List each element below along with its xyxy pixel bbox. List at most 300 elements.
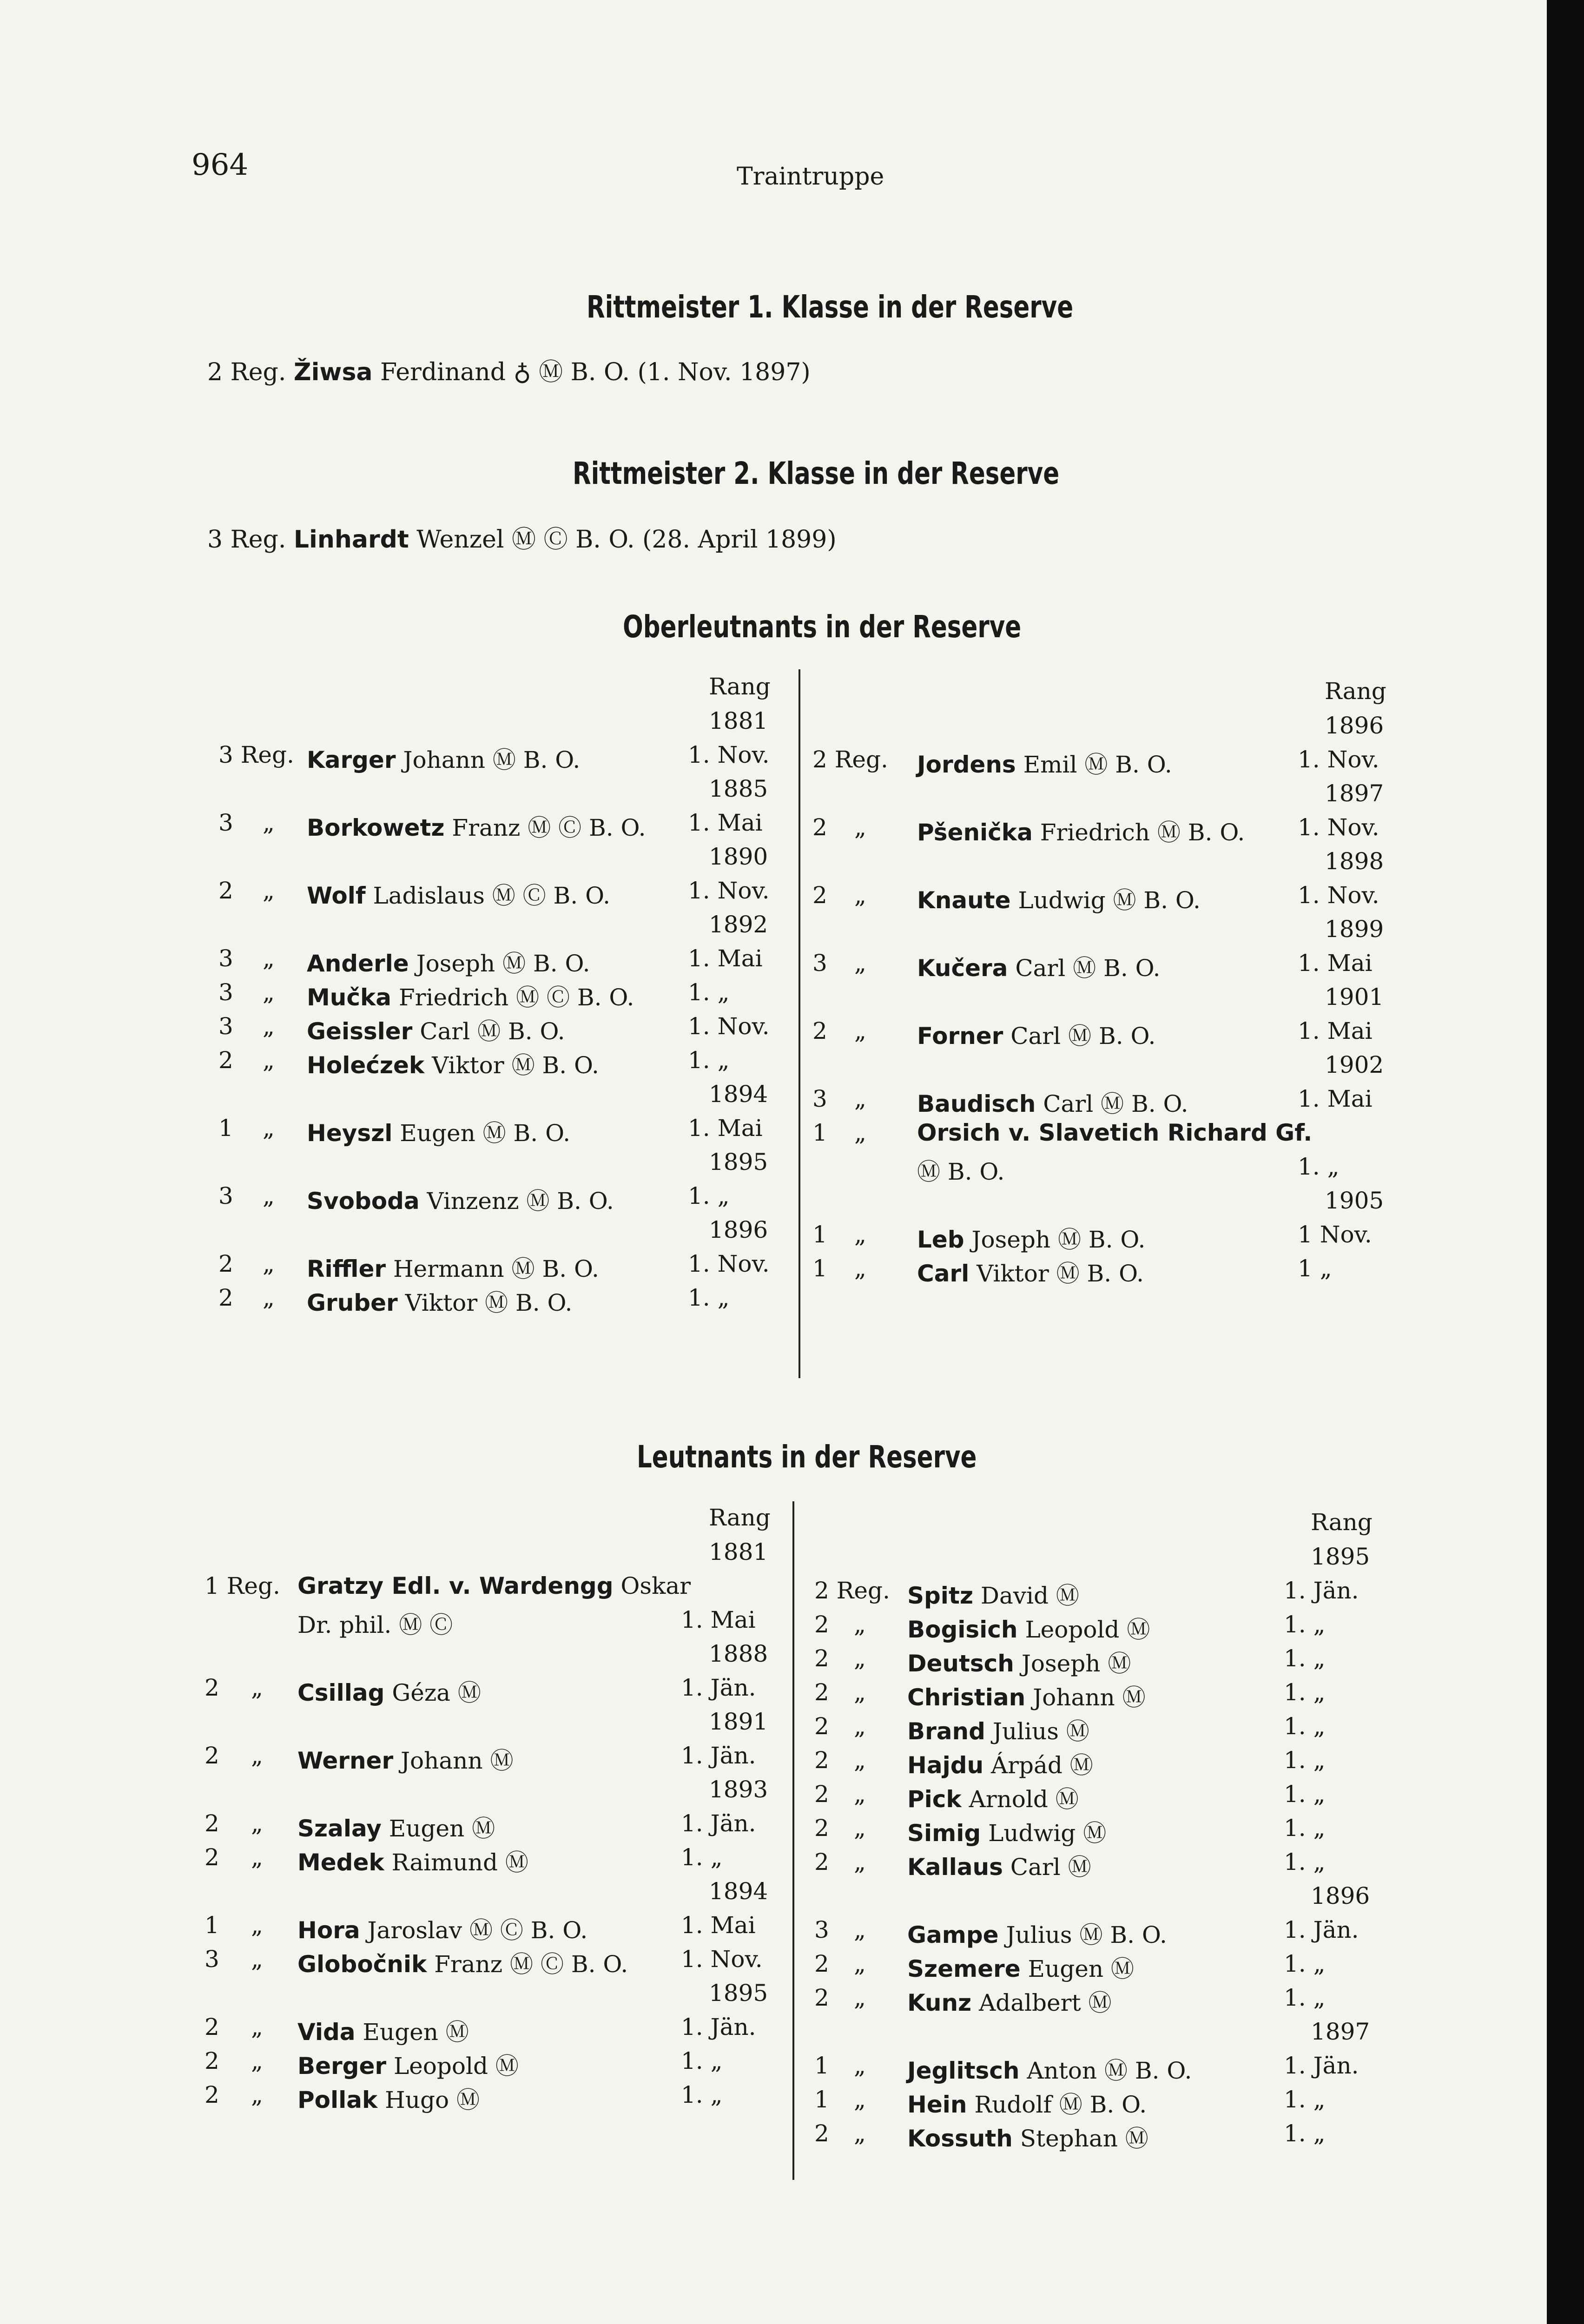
regiment: 2 — [205, 1844, 219, 1871]
entry-details: Leopold Ⓜ — [1025, 1616, 1150, 1643]
entry-text — [907, 1713, 1089, 1746]
ditto-mark: „ — [251, 1946, 263, 1973]
surname: Linhardt — [293, 526, 409, 554]
rank-year: 1891 — [709, 1708, 768, 1735]
ditto-mark: „ — [854, 1781, 866, 1808]
entry-details: Friedrich Ⓜ Ⓒ B. O. — [398, 984, 634, 1011]
rank-year: 1896 — [1311, 1882, 1370, 1909]
entry-details: Eugen Ⓜ B. O. — [400, 1120, 571, 1147]
regiment: 2 — [218, 1047, 233, 1074]
list-item — [814, 2086, 1405, 2116]
list-item — [812, 882, 1419, 914]
regiment: 3 — [218, 809, 233, 836]
regiment: 2 — [205, 1742, 219, 1769]
rank-date: 1. „ — [688, 1284, 730, 1311]
regiment: 2 — [814, 1747, 829, 1774]
ditto-mark: „ — [263, 1284, 275, 1311]
ditto-mark: „ — [854, 1815, 866, 1842]
regiment: 2 — [814, 1611, 829, 1638]
regiment: 2 — [218, 1250, 233, 1277]
ditto-mark: „ — [263, 1115, 275, 1142]
entry-details: Ladislaus Ⓜ Ⓒ B. O. — [373, 882, 611, 909]
regiment: 1 — [812, 1119, 827, 1146]
rank-year: 1892 — [709, 911, 768, 938]
list-item — [205, 1810, 802, 1840]
ditto-mark: „ — [854, 2086, 866, 2113]
list-item — [218, 979, 809, 1009]
regiment: 3 — [812, 1085, 827, 1112]
regiment: 2 Reg. — [814, 1577, 890, 1604]
rittmeister-1-entry — [207, 352, 811, 387]
surname: Karger — [307, 746, 396, 773]
rank-date: 1. „ — [1284, 1984, 1326, 2011]
entry-text — [917, 1085, 1188, 1119]
rank-date: 1. Mai — [1298, 1085, 1373, 1112]
entry-text — [907, 1916, 1167, 1950]
entry-details: Leopold Ⓜ — [393, 2053, 519, 2080]
surname: Mučka — [307, 984, 391, 1011]
ditto-mark: „ — [854, 1611, 866, 1638]
list-item — [812, 1017, 1419, 1050]
entry-details: Géza Ⓜ — [392, 1679, 481, 1706]
entry-text — [297, 1844, 528, 1877]
section-heading-leutnants: Leutnants in der Reserve — [637, 1439, 977, 1475]
list-item — [814, 1984, 1405, 2014]
regiment: 2 — [205, 2047, 219, 2074]
rank-year: 1895 — [709, 1980, 768, 2007]
surname: Baudisch — [917, 1090, 1036, 1117]
list-item — [218, 1047, 809, 1079]
list-item — [205, 1912, 802, 1944]
entry-text — [917, 814, 1245, 847]
surname: Christian — [907, 1684, 1026, 1711]
entry-text — [307, 1284, 572, 1318]
entry-text — [917, 950, 1161, 983]
ditto-mark: „ — [263, 1182, 275, 1209]
surname: Spitz — [907, 1582, 973, 1609]
entry-text — [907, 1645, 1131, 1678]
entry-details: Oskar — [620, 1572, 691, 1599]
regiment: 2 — [814, 1984, 829, 2011]
rank-date: 1. „ — [688, 1182, 730, 1209]
surname: Szalay — [297, 1815, 382, 1842]
entry-text — [917, 746, 1172, 779]
surname: Jeglitsch — [907, 2057, 1020, 2084]
entry-text — [307, 1013, 565, 1046]
list-item — [814, 1611, 1405, 1641]
surname: Gruber — [307, 1289, 398, 1316]
page-number: 964 — [191, 148, 249, 182]
entry-text — [307, 877, 610, 911]
rank-date: 1. Jän. — [1284, 1916, 1359, 1943]
regiment: 1 — [814, 2052, 829, 2079]
ditto-mark: „ — [251, 1674, 263, 1701]
rank-date: 1. „ — [681, 2081, 723, 2108]
surname: Kossuth — [907, 2125, 1013, 2152]
list-item — [205, 2081, 802, 2111]
regiment: 1 Reg. — [205, 1572, 280, 1599]
rank-year: 1897 — [1311, 2018, 1370, 2045]
list-item — [814, 1645, 1405, 1675]
list-item — [205, 1572, 802, 1602]
rank-date: 1. Jän. — [681, 2014, 756, 2040]
list-item — [812, 950, 1419, 982]
rank-date: 1. Nov. — [681, 1946, 763, 1973]
regiment: 3 — [205, 1946, 219, 1973]
entry-details: Eugen Ⓜ — [363, 2019, 469, 2046]
rank-date: 1. Mai — [681, 1606, 756, 1633]
entry-details: Ludwig Ⓜ — [988, 1820, 1107, 1847]
regiment: 3 — [218, 979, 233, 1006]
rank-year: 1894 — [709, 1878, 768, 1905]
surname: Svoboda — [307, 1188, 420, 1215]
entry-details: Arnold Ⓜ — [969, 1786, 1079, 1813]
ditto-mark: „ — [263, 979, 275, 1006]
ditto-mark: „ — [263, 877, 275, 904]
regiment: 2 — [814, 1950, 829, 1977]
regiment: 3 Reg. — [207, 526, 286, 554]
entry-details: Joseph Ⓜ — [1021, 1650, 1131, 1677]
entry-text — [307, 945, 590, 978]
ditto-mark: „ — [263, 1250, 275, 1277]
entry-text — [907, 1849, 1091, 1882]
rank-date: 1. Nov. — [688, 877, 770, 904]
surname: Kučera — [917, 955, 1008, 982]
regiment: 3 Reg. — [218, 741, 294, 768]
list-item — [814, 1950, 1405, 1980]
ditto-mark: „ — [251, 1810, 263, 1837]
ditto-mark: „ — [854, 1950, 866, 1977]
entry-details: Árpád Ⓜ — [991, 1752, 1093, 1779]
list-item — [814, 1713, 1405, 1743]
list-item — [814, 1849, 1405, 1881]
surname: Csillag — [297, 1679, 385, 1706]
ditto-mark: „ — [263, 945, 275, 972]
entry-text — [297, 2081, 480, 2115]
rank-year: 1895 — [709, 1149, 768, 1175]
surname: Hora — [297, 1917, 360, 1944]
rank-date: 1. Jän. — [681, 1810, 756, 1837]
regiment: 1 — [205, 1912, 219, 1939]
ditto-mark: „ — [251, 1912, 263, 1939]
ditto-mark: „ — [854, 1645, 866, 1672]
regiment: 2 — [814, 1679, 829, 1706]
entry-details: Eugen Ⓜ — [1028, 1955, 1134, 1982]
regiment: 1 — [812, 1221, 827, 1248]
rank-year: 1894 — [709, 1081, 768, 1108]
entry-text — [297, 1742, 513, 1776]
list-item — [218, 945, 809, 975]
entry-details: Stephan Ⓜ — [1020, 2125, 1148, 2152]
ditto-mark: „ — [854, 1713, 866, 1740]
surname: Borkowetz — [307, 814, 445, 841]
regiment: 3 — [218, 1013, 233, 1040]
rank-year: 1902 — [1325, 1051, 1384, 1078]
rank-date: 1. „ — [1298, 1153, 1340, 1180]
rank-date: 1. „ — [1284, 1645, 1326, 1672]
surname: Leb — [917, 1226, 964, 1253]
entry-details: Julius Ⓜ — [992, 1718, 1089, 1745]
entry-details: Dr. phil. Ⓜ Ⓒ — [297, 1611, 453, 1638]
ditto-mark: „ — [854, 1679, 866, 1706]
entry-details: Carl Ⓜ B. O. — [1010, 1023, 1156, 1050]
rank-date: 1. Nov. — [688, 741, 770, 768]
regiment: 2 Reg. — [207, 358, 286, 386]
entry-details: David Ⓜ — [980, 1582, 1079, 1609]
entry-text — [307, 1250, 599, 1284]
entry-text — [907, 1950, 1134, 1984]
ditto-mark: „ — [251, 2014, 263, 2040]
rank-date: 1. Nov. — [688, 1013, 770, 1040]
entry-text — [907, 2120, 1148, 2153]
ditto-mark: „ — [263, 1047, 275, 1074]
entry-details: Johann Ⓜ — [1033, 1684, 1146, 1711]
rank-date: 1. Mai — [1298, 1017, 1373, 1044]
entry-text — [297, 1674, 481, 1708]
entry-details: Julius Ⓜ B. O. — [1006, 1921, 1167, 1948]
rank-date: 1. „ — [688, 1047, 730, 1074]
list-item — [205, 1742, 802, 1772]
entry-text — [307, 1182, 614, 1216]
regiment: 2 — [814, 1849, 829, 1875]
surname: Hajdu — [907, 1752, 984, 1779]
entry-text — [917, 1017, 1155, 1051]
ditto-mark: „ — [854, 1085, 866, 1112]
list-item — [814, 1679, 1405, 1709]
entry-text — [917, 1119, 1312, 1146]
entry-text — [917, 882, 1201, 915]
regiment: 3 — [218, 1182, 233, 1209]
entry-details: Emil Ⓜ B. O. — [1023, 751, 1172, 778]
regiment: 1 — [814, 2086, 829, 2113]
regiment: 3 — [814, 1916, 829, 1943]
ditto-mark: „ — [854, 2120, 866, 2147]
list-item — [205, 2047, 802, 2080]
entry-details: Carl Ⓜ B. O. — [1043, 1090, 1188, 1117]
list-item — [218, 1013, 809, 1043]
surname: Kunz — [907, 1989, 972, 2016]
entry-text — [297, 1810, 495, 1843]
regiment: 2 — [812, 1017, 827, 1044]
rank-date: 1. „ — [688, 979, 730, 1006]
rank-date: 1. „ — [1284, 1611, 1326, 1638]
rank-year: 1896 — [709, 1216, 768, 1243]
surname: Wolf — [307, 882, 366, 909]
entry-text — [917, 1221, 1145, 1254]
surname: Werner — [297, 1747, 394, 1774]
entry-details: Carl Ⓜ — [1010, 1854, 1091, 1881]
ditto-mark: „ — [854, 1255, 866, 1282]
rank-date: 1. Mai — [1298, 950, 1373, 977]
entry-details: Franz Ⓜ Ⓒ B. O. — [452, 814, 646, 841]
rank-year: 1885 — [709, 775, 768, 802]
ditto-mark: „ — [263, 809, 275, 836]
rank-year: 1888 — [709, 1640, 768, 1667]
regiment: 2 — [205, 2014, 219, 2040]
list-item — [205, 1946, 802, 1978]
surname: Globočnik — [297, 1951, 427, 1978]
regiment: 2 — [205, 2081, 219, 2108]
entry-details: Ludwig Ⓜ B. O. — [1018, 887, 1201, 914]
regiment: 2 — [814, 1713, 829, 1740]
rank-date: 1. Mai — [688, 809, 763, 836]
entry-details: Carl Ⓜ B. O. — [1015, 955, 1161, 982]
rank-date: 1. Mai — [688, 1115, 763, 1142]
entry-text — [307, 1115, 570, 1148]
regiment: 2 — [814, 1815, 829, 1842]
regiment: 1 — [218, 1115, 233, 1142]
entry-details: Carl Ⓜ B. O. — [420, 1018, 565, 1045]
regiment: 2 Reg. — [812, 746, 888, 773]
list-item — [812, 1221, 1419, 1251]
entry-text — [297, 1912, 587, 1945]
entry-text — [297, 1946, 628, 1979]
rank-date: 1. Mai — [688, 945, 763, 972]
entry-text — [907, 1611, 1150, 1644]
entry-details: Ferdinand ♁ Ⓜ B. O. (1. Nov. 1897) — [380, 358, 811, 386]
rank-year: 1905 — [1325, 1187, 1384, 1214]
entry-details: Jaroslav Ⓜ Ⓒ B. O. — [367, 1917, 588, 1944]
rank-date: 1. Nov. — [1298, 746, 1379, 773]
regiment: 2 — [218, 1284, 233, 1311]
list-item — [812, 1119, 1419, 1149]
regiment: 3 — [218, 945, 233, 972]
regiment: 3 — [812, 950, 827, 977]
rank-year: 1893 — [709, 1776, 768, 1803]
list-item — [218, 1284, 809, 1314]
rank-year: 1899 — [1325, 916, 1384, 943]
entry-details: Johann Ⓜ — [401, 1747, 514, 1774]
entry-details: Joseph Ⓜ B. O. — [971, 1226, 1146, 1253]
entry-details: Eugen Ⓜ — [389, 1815, 495, 1842]
ditto-mark: „ — [854, 1849, 866, 1875]
entry-text — [907, 1781, 1079, 1814]
rank-date: 1. „ — [1284, 1679, 1326, 1706]
entry-details: Raimund Ⓜ — [391, 1849, 528, 1876]
list-item — [205, 1844, 802, 1874]
rank-date: 1. „ — [681, 1844, 723, 1871]
entry-details: Viktor Ⓜ B. O. — [977, 1260, 1144, 1287]
surname: Pick — [907, 1786, 962, 1813]
entry-details: Rudolf Ⓜ B. O. — [974, 2091, 1147, 2118]
list-item — [814, 1916, 1405, 1946]
surname: Knaute — [917, 887, 1011, 914]
rank-date: 1. „ — [1284, 1713, 1326, 1740]
entry-text — [297, 2047, 519, 2081]
list-item — [218, 1182, 809, 1215]
ditto-mark: „ — [251, 2047, 263, 2074]
surname: Kallaus — [907, 1854, 1003, 1881]
list-item — [218, 809, 809, 839]
ditto-mark: „ — [251, 1844, 263, 1871]
regiment: 2 — [812, 882, 827, 909]
rank-year: 1897 — [1325, 780, 1384, 807]
list-item — [218, 1115, 809, 1147]
entry-text — [907, 1747, 1093, 1780]
regiment: 2 — [218, 877, 233, 904]
ditto-mark: „ — [854, 1119, 866, 1146]
surname: Berger — [297, 2053, 387, 2080]
entry-details: Ⓜ B. O. — [917, 1158, 1005, 1185]
ditto-mark: „ — [854, 950, 866, 977]
rank-date: 1. Nov. — [1298, 882, 1379, 909]
entry-text — [307, 979, 634, 1012]
ditto-mark: „ — [854, 1747, 866, 1774]
entry-details: Franz Ⓜ Ⓒ B. O. — [434, 1951, 628, 1978]
entry-text — [907, 2052, 1192, 2086]
rank-date: 1. „ — [1284, 2086, 1326, 2113]
surname: Jordens — [917, 751, 1016, 778]
entry-text — [907, 1984, 1111, 2018]
rank-year: 1895 — [1311, 1543, 1370, 1570]
rank-date: 1 Nov. — [1298, 1221, 1372, 1248]
list-item — [205, 1674, 802, 1704]
rank-date: 1. „ — [681, 2047, 723, 2074]
entry-text — [907, 2086, 1147, 2119]
surname: Gampe — [907, 1921, 999, 1948]
page-title: Traintruppe — [737, 163, 884, 191]
rank-year: 1881 — [709, 707, 768, 734]
entry-details: Hugo Ⓜ — [385, 2086, 480, 2113]
rank-date: 1. Jän. — [681, 1742, 756, 1769]
ditto-mark: „ — [854, 1916, 866, 1943]
rank-year: 1890 — [709, 843, 768, 870]
surname: Szemere — [907, 1955, 1021, 1982]
section-heading-oberleutnants: Oberleutnants in der Reserve — [623, 609, 1022, 645]
surname: Simig — [907, 1820, 981, 1847]
list-item — [814, 1781, 1405, 1813]
rank-date: 1. „ — [1284, 1747, 1326, 1774]
surname: Holećzek — [307, 1052, 425, 1079]
surname: Anderle — [307, 950, 409, 977]
entry-text — [907, 1679, 1146, 1712]
ditto-mark: „ — [854, 1221, 866, 1248]
entry-details: Viktor Ⓜ B. O. — [432, 1052, 599, 1079]
entry-continuation — [205, 1606, 802, 1636]
surname: Pšenička — [917, 819, 1033, 846]
list-item — [814, 1815, 1405, 1847]
rank-date: 1. Jän. — [681, 1674, 756, 1701]
list-item — [812, 1255, 1419, 1285]
rank-date: 1. „ — [1284, 1815, 1326, 1842]
list-item — [812, 746, 1419, 776]
entry-text — [307, 741, 580, 775]
regiment: 2 — [205, 1810, 219, 1837]
surname: Hein — [907, 2091, 967, 2118]
ditto-mark: „ — [251, 1742, 263, 1769]
regiment: 2 — [814, 2120, 829, 2147]
rank-date: 1. Jän. — [1284, 2052, 1359, 2079]
rank-date: 1. „ — [1284, 1950, 1326, 1977]
ditto-mark: „ — [251, 2081, 263, 2108]
surname: Brand — [907, 1718, 985, 1745]
regiment: 2 — [814, 1781, 829, 1808]
rank-date: 1. Nov. — [688, 1250, 770, 1277]
surname: Heyszl — [307, 1120, 393, 1147]
entry-details: Joseph Ⓜ B. O. — [416, 950, 590, 977]
surname: Forner — [917, 1023, 1003, 1050]
list-item — [814, 2052, 1405, 2082]
entry-details: Wenzel Ⓜ Ⓒ B. O. (28. April 1899) — [416, 526, 837, 554]
surname: Medek — [297, 1849, 384, 1876]
rank-year: 1881 — [709, 1538, 768, 1565]
surname: Riffler — [307, 1255, 386, 1282]
list-item — [205, 2014, 802, 2046]
entry-text — [917, 1255, 1144, 1288]
rang-label: Rang — [1311, 1509, 1373, 1536]
surname: Pollak — [297, 2086, 378, 2113]
section-heading-rittmeister-1: Rittmeister 1. Klasse in der Reserve — [587, 289, 1074, 325]
